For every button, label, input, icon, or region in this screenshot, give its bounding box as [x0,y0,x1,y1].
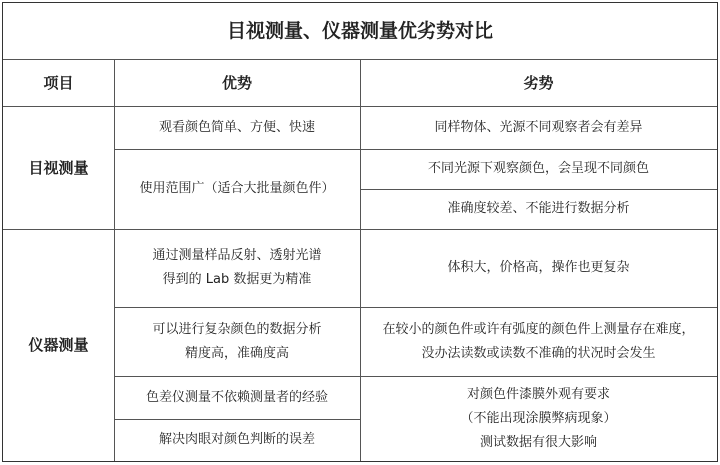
visual-con-1: 同样物体、光源不同观察者会有差异 [434,119,643,135]
visual-con-3: 准确度较差、不能进行数据分析 [447,201,630,216]
instrument-pro-2-line-2: 精度高，准确度高 [184,345,289,361]
instrument-con-2-line-2: 没办法读数或读数不准确的状况时会发生 [421,345,656,361]
rule-instrument-1 [114,307,717,308]
instrument-pro-1-line-1: 通过测量样品反射、透射光谱 [152,248,322,263]
rule-visual-2 [360,189,717,190]
comparison-table [2,2,718,462]
rule-instrument-3 [114,419,360,420]
header-cons: 劣势 [523,73,554,92]
table-title: 目视测量、仪器测量优劣势对比 [226,20,493,42]
instrument-con-1: 体积大，价格高，操作也更复杂 [447,260,630,275]
instrument-pro-2 [114,307,360,376]
row-head-instrument: 仪器测量 [28,336,89,354]
visual-con-2: 不同光源下观察颜色，会呈现不同颜色 [427,161,649,176]
instrument-con-2-line-1: 在较小的颜色件或许有弧度的颜色件上测量存在难度， [382,321,695,337]
instrument-pro-1-line-2: 得到的 Lab 数据更为精准 [162,272,312,287]
instrument-con-3-line-1: 对颜色件漆膜外观有要求 [466,386,610,402]
rule-col-2 [360,59,361,461]
instrument-pro-2-line-1: 可以进行复杂颜色的数据分析 [152,321,322,337]
instrument-con-3-line-2: （不能出现涂膜弊病现象） [460,410,617,426]
instrument-con-2 [360,307,717,376]
rule-visual-1 [114,149,717,150]
visual-pro-2: 使用范围广（适合大批量颜色件） [139,181,335,196]
rule-instrument-2 [114,376,717,377]
instrument-con-3-line-3: 测试数据有很大影响 [479,434,597,450]
rule-col-1 [114,59,115,461]
instrument-pro-4: 解决肉眼对颜色判断的误差 [158,432,315,447]
instrument-con-3 [360,376,717,461]
header-item: 项目 [43,73,74,92]
instrument-pro-3: 色差仪测量不依赖测量者的经验 [145,389,328,405]
visual-pro-1: 观看颜色简单、方便、快速 [158,119,315,135]
row-head-visual: 目视测量 [28,158,89,177]
header-pros: 优势 [221,73,252,92]
instrument-pro-1 [114,229,360,307]
